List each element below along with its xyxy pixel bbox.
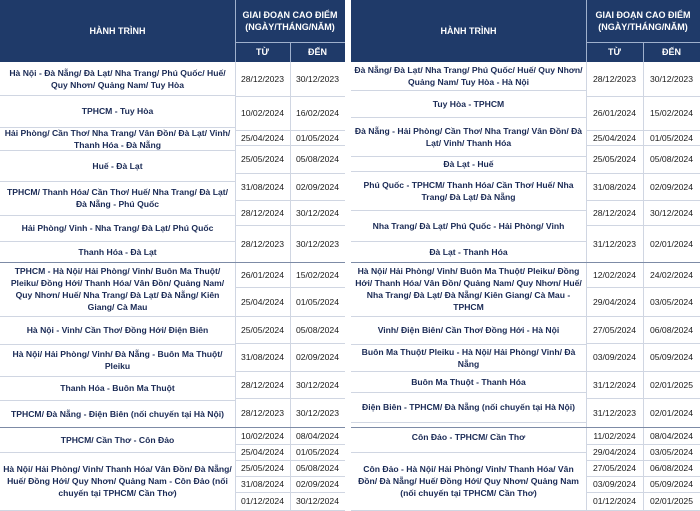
right-route-cell: Vinh/ Điện Biên/ Cần Thơ/ Đồng Hới - Hà Nội [377,325,560,335]
right-date-to: 03/05/2024 [649,296,693,307]
right-from-header: TỪ [608,47,621,57]
right-route-header: HÀNH TRÌNH [440,26,497,36]
left-date-from: 25/05/2024 [240,463,284,473]
left-date-to: 16/02/2024 [295,108,339,118]
right-to-header: ĐẾN [661,47,681,57]
column-divider [643,62,644,510]
right-date-from: 25/04/2024 [592,132,636,143]
header-divider [586,42,700,43]
right-route-cell: Đà Lạt - Thanh Hóa [429,246,508,257]
right-date-to: 02/01/2024 [649,238,693,249]
left-date-to: 30/12/2023 [295,74,339,84]
header-divider [235,42,345,43]
right-date-to: 02/09/2024 [649,181,693,192]
right-route-cell: Côn Đảo - TPHCM/ Cần Thơ [411,432,526,442]
column-divider [235,62,236,510]
left-date-to: 02/09/2024 [295,479,339,489]
left-route-cell: Hà Nội/ Hải Phòng/ Vinh/ Thanh Hóa/ Vân Đồn/ Đà Nẵng/ Huế/ Đồng Hới/ Quy Nhơn/ Quảng Nam - Côn Đảo (nối chuyến tại TPHCM/ Cần Thơ) [3,464,232,498]
right-date-from: 03/09/2024 [592,479,636,489]
right-date-from: 31/12/2023 [592,238,636,249]
left-date-to: 30/12/2023 [295,407,339,418]
left-date-from: 31/08/2024 [240,181,284,192]
right-date-from: 31/12/2023 [592,407,636,418]
left-route-cell: TPHCM - Tuy Hòa [81,106,154,116]
right-date-from: 31/12/2024 [592,379,636,390]
left-date-from: 28/12/2024 [240,207,284,218]
right-date-to: 05/09/2024 [649,479,693,489]
right-route-cell: Tuy Hòa - TPHCM [432,98,505,109]
right-date-to: 01/05/2024 [649,132,693,143]
right-route-cell: Buôn Ma Thuột - Thanh Hóa [411,376,526,387]
left-route-cell: Thanh Hóa - Buôn Ma Thuột [60,383,175,393]
right-date-from: 27/05/2024 [592,324,636,335]
right-date-to: 30/12/2024 [649,207,693,218]
left-date-to: 01/05/2024 [295,296,339,307]
left-date-from: 26/01/2024 [240,269,284,280]
right-date-from: 11/02/2024 [593,430,636,441]
left-date-to: 02/09/2024 [295,352,339,362]
right-date-from: 12/02/2024 [592,269,636,280]
right-route-cell: Buôn Ma Thuột/ Pleiku - Hà Nội/ Hải Phòng/ Vinh/ Đà Nẵng [361,346,576,369]
right-date-from: 29/04/2024 [592,447,636,457]
left-date-to: 05/08/2024 [295,154,339,164]
left-route-cell: TPHCM/ Cần Thơ - Côn Đảo [60,434,175,445]
right-date-to: 03/05/2024 [649,447,693,457]
left-to-header: ĐẾN [307,47,327,57]
right-route-cell: Điện Biên - TPHCM/ Đà Nẵng (nối chuyến tại Hà Nội) [362,402,575,412]
right-date-to: 06/08/2024 [649,324,693,335]
right-peak-period-header: GIAI ĐOẠN CAO ĐIỂM (NGÀY/THÁNG/NĂM) [595,10,691,32]
right-route-cell: Phú Quốc - TPHCM/ Thanh Hóa/ Cần Thơ/ Huế/ Nha Trang/ Đà Lạt/ Đà Nẵng [363,179,574,202]
column-divider [290,62,291,510]
left-route-cell: TPHCM/ Đà Nẵng - Điện Biên (nối chuyến tại Hà Nội) [11,408,224,419]
left-date-to: 02/09/2024 [295,181,339,192]
left-date-to: 05/08/2024 [295,324,339,335]
left-date-to: 30/12/2024 [295,207,339,218]
left-date-to: 01/05/2024 [295,132,339,143]
left-route-header: HÀNH TRÌNH [89,26,146,36]
right-date-from: 03/09/2024 [592,352,636,362]
group-divider [351,262,700,263]
left-date-to: 05/08/2024 [295,463,339,473]
right-date-to: 24/02/2024 [649,269,693,280]
right-date-from: 28/12/2024 [592,207,636,218]
left-date-from: 31/08/2024 [240,479,284,489]
right-route-cell: Côn Đảo - Hà Nội/ Hải Phòng/ Vinh/ Thanh Hóa/ Vân Đồn/ Đà Nẵng/ Huế/ Đồng Hới/ Quy Nhơn/ Quảng Nam (nối chuyến tại TPHCM/ Cần Thơ) [358,464,579,498]
left-date-from: 10/02/2024 [240,108,284,118]
right-route-cell: Hà Nội/ Hải Phòng/ Vinh/ Buôn Ma Thuột/ Pleiku/ Đồng Hới/ Thanh Hóa/ Vân Đồn/ Quảng Nam/ Quy Nhơn/ Huế/ Nha Trang/ Đà Lạt/ Đà Nẵng/ Kiên Giang/ Cà Mau - TPHCM [355,266,582,312]
left-route-cell: TPHCM - Hà Nội/ Hải Phòng/ Vinh/ Buôn Ma Thuột/ Pleiku/ Đồng Hới/ Thanh Hóa/ Vân Đồn/ Quảng Nam/ Quy Nhơn/ Huế/ Nha Trang/ Đà Lạt/ Đà Nẵng/ Kiên Giang/ Cà Mau [10,266,225,312]
left-date-from: 25/04/2024 [240,132,284,143]
right-date-to: 30/12/2023 [649,74,693,84]
left-date-to: 30/12/2024 [295,496,339,506]
left-route-cell: Hà Nội - Đà Nẵng/ Đà Lạt/ Nha Trang/ Phú Quốc/ Huế/ Quy Nhơn/ Quảng Nam/ Tuy Hòa [9,67,226,90]
header-divider [290,42,291,62]
left-date-from: 10/02/2024 [240,430,284,441]
right-date-from: 28/12/2023 [592,74,636,84]
left-date-to: 08/04/2024 [295,430,339,441]
column-divider [586,62,587,510]
right-date-from: 27/05/2024 [592,463,636,473]
right-date-to: 05/08/2024 [649,154,693,164]
right-route-cell: Đà Nẵng - Hải Phòng/ Cần Thơ/ Nha Trang/ Vân Đồn/ Đà Lạt/ Vinh/ Thanh Hóa [354,125,583,148]
left-date-from: 28/12/2024 [240,379,284,390]
right-date-from: 26/01/2024 [592,108,636,118]
right-date-from: 25/05/2024 [592,154,636,164]
left-route-cell: Hải Phòng/ Vinh - Nha Trang/ Đà Lạt/ Phú Quốc [21,223,214,233]
left-date-from: 25/05/2024 [240,324,284,335]
left-route-cell: Hà Nội/ Hải Phòng/ Vinh/ Đà Nẵng - Buôn Ma Thuột/ Pleiku [12,349,223,371]
right-route-cell: Nha Trang/ Đà Lạt/ Phú Quốc - Hải Phòng/ Vinh [372,220,565,231]
left-route-cell: TPHCM/ Thanh Hóa/ Cần Thơ/ Huế/ Nha Trang/ Đà Lạt/ Đà Nẵng - Phú Quốc [7,187,228,209]
left-date-to: 30/12/2024 [295,379,339,390]
header-divider [643,42,644,62]
left-date-from: 28/12/2023 [240,407,284,418]
left-peak-period-header: GIAI ĐOẠN CAO ĐIỂM (NGÀY/THÁNG/NĂM) [242,10,338,32]
right-date-to: 08/04/2024 [649,430,693,441]
right-route-cell: Đà Lạt - Huế [443,158,494,169]
left-from-header: TỪ [256,47,269,57]
left-route-cell: Thanh Hóa - Đà Lạt [78,246,157,257]
left-date-to: 15/02/2024 [295,269,339,280]
right-date-to: 02/01/2025 [649,379,693,390]
left-date-from: 28/12/2023 [240,74,284,84]
right-date-to: 15/02/2024 [649,108,693,118]
left-date-from: 25/04/2024 [240,447,284,457]
left-date-from: 31/08/2024 [240,352,284,362]
group-divider [0,427,345,428]
left-date-from: 25/04/2024 [240,296,284,307]
left-date-to: 30/12/2023 [295,238,339,249]
right-date-from: 01/12/2024 [592,496,636,506]
header-divider [235,0,236,62]
right-date-to: 06/08/2024 [649,463,693,473]
header-divider [586,0,587,62]
left-route-cell: Hà Nội - Vinh/ Cần Thơ/ Đồng Hới/ Điện Biên [26,325,209,335]
left-date-to: 01/05/2024 [295,447,339,457]
right-date-from: 31/08/2024 [592,181,636,192]
column-gap [345,0,351,510]
right-date-to: 02/01/2024 [649,407,693,418]
right-date-to: 02/01/2025 [649,496,693,506]
right-date-from: 29/04/2024 [592,296,636,307]
group-divider [351,427,700,428]
left-route-cell: Hải Phòng/ Cần Thơ/ Nha Trang/ Vân Đồn/ Đà Lạt/ Vinh/ Thanh Hóa - Đà Nẵng [4,127,231,150]
left-date-from: 25/05/2024 [240,154,284,164]
left-route-cell: Huế - Đà Lạt [92,160,143,171]
group-divider [0,262,345,263]
left-date-from: 28/12/2023 [240,238,284,249]
left-date-from: 01/12/2024 [240,496,284,506]
right-route-cell: Đà Nẵng/ Đà Lạt/ Nha Trang/ Phú Quốc/ Huế/ Quy Nhơn/ Quảng Nam/ Tuy Hòa - Hà Nội [354,65,583,87]
right-date-to: 05/09/2024 [649,352,693,362]
